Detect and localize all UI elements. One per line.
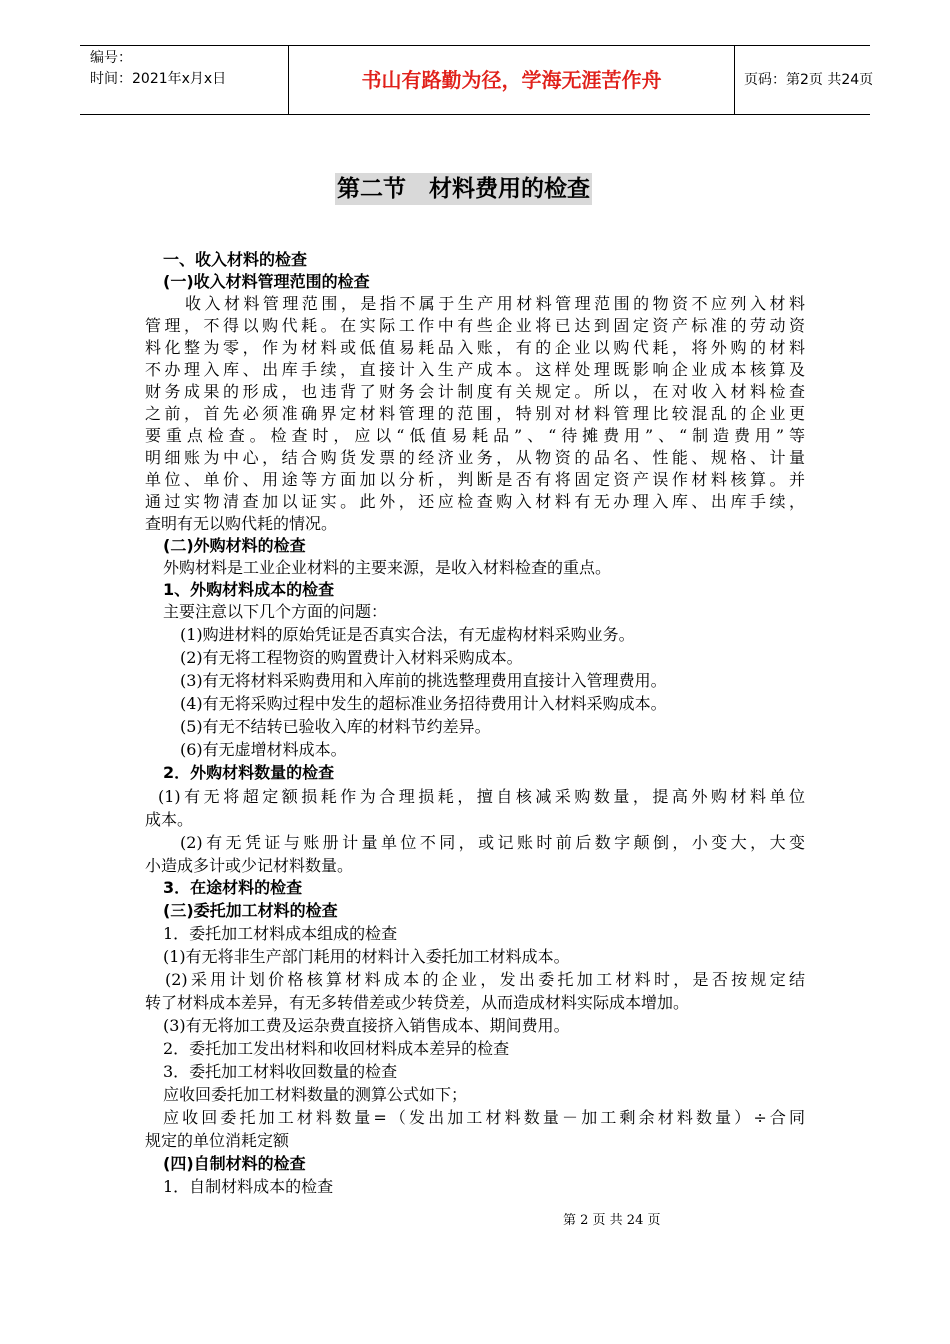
list-item: (5)有无不结转已验收入库的材料节约差异。 bbox=[180, 717, 491, 736]
heading-level-3: 2．外购材料数量的检查 bbox=[163, 763, 335, 782]
heading-level-3: 1、外购材料成本的检查 bbox=[163, 580, 335, 599]
paragraph-line: (2)有无凭证与账册计量单位不同，或记账时前后数字颠倒，小变大，大变 bbox=[180, 833, 805, 852]
header-meta bbox=[80, 46, 288, 114]
paragraph-line: 1．委托加工材料成本组成的检查 bbox=[163, 924, 398, 943]
list-item: (4)有无将采购过程中发生的超标准业务招待费用计入材料采购成本。 bbox=[180, 694, 667, 713]
document-number-label: 编号： bbox=[90, 50, 132, 66]
paragraph-line: (1)有无将超定额损耗作为合理损耗，擅自核减采购数量，提高外购材料单位 bbox=[158, 787, 805, 806]
page-footer: 第 2 页 共 24 页 bbox=[563, 1213, 661, 1228]
heading-level-2: (一)收入材料管理范围的检查 bbox=[163, 272, 370, 291]
paragraph-line: 小造成多计或少记材料数量。 bbox=[145, 856, 354, 875]
paragraph-line: (2)采用计划价格核算材料成本的企业，发出委托加工材料时，是否按规定结 bbox=[165, 970, 805, 989]
formula-line: 应收回委托加工材料数量=（发出加工材料数量－加工剩余材料数量）÷合同 bbox=[163, 1108, 805, 1127]
heading-level-3: 3．在途材料的检查 bbox=[163, 878, 303, 897]
paragraph-line: 不办理入库、出库手续，直接计入生产成本。这样处理既影响企业成本核算及 bbox=[145, 360, 805, 379]
paragraph-line: 单位、单价、用途等方面加以分析，判断是否有将固定资产误作材料核算。并 bbox=[145, 470, 805, 489]
paragraph-line: 通过实物清查加以证实。此外，还应检查购入材料有无办理入库、出库手续， bbox=[145, 492, 805, 511]
paragraph-line: 外购材料是工业企业材料的主要来源，是收入材料检查的重点。 bbox=[163, 558, 612, 577]
heading-level-1: 一、收入材料的检查 bbox=[163, 250, 308, 269]
paragraph-line: 料化整为零，作为材料或低值易耗品入账，有的企业以购代耗，将外购的材料 bbox=[145, 338, 805, 357]
paragraph-line: 管理，不得以购代耗。在实际工作中有些企业将已达到固定资产标准的劳动资 bbox=[145, 316, 805, 335]
paragraph-line: 要重点检查。检查时，应以“低值易耗品”、“待摊费用”、“制造费用”等 bbox=[145, 426, 805, 445]
paragraph-line: 收入材料管理范围，是指不属于生产用材料管理范围的物资不应列入材料 bbox=[185, 294, 805, 313]
document-date: 时间：2021年x月x日 bbox=[90, 71, 227, 87]
list-item: (3)有无将材料采购费用和入库前的挑选整理费用直接计入管理费用。 bbox=[180, 671, 667, 690]
paragraph-line: 应收回委托加工材料数量的测算公式如下； bbox=[163, 1085, 468, 1104]
page-header bbox=[80, 45, 874, 115]
paragraph-line: 转了材料成本差异，有无多转借差或少转贷差，从而造成材料实际成本增加。 bbox=[145, 993, 690, 1012]
formula-line: 规定的单位消耗定额 bbox=[145, 1131, 290, 1150]
heading-level-2: (二)外购材料的检查 bbox=[163, 536, 306, 555]
header-motto: 书山有路勤为径，学海无涯苦作舟 bbox=[288, 46, 735, 114]
paragraph-line: 3．委托加工材料收回数量的检查 bbox=[163, 1062, 398, 1081]
list-item: (6)有无虚增材料成本。 bbox=[180, 740, 347, 759]
paragraph-line: (1)有无将非生产部门耗用的材料计入委托加工材料成本。 bbox=[163, 947, 570, 966]
paragraph-line: 主要注意以下几个方面的问题： bbox=[163, 602, 388, 621]
list-item: (2)有无将工程物资的购置费计入材料采购成本。 bbox=[180, 648, 523, 667]
paragraph-line: (3)有无将加工费及运杂费直接挤入销售成本、期间费用。 bbox=[163, 1016, 570, 1035]
paragraph-line: 之前，首先必须准确界定材料管理的范围，特别对材料管理比较混乱的企业更 bbox=[145, 404, 805, 423]
paragraph-line: 明细账为中心，结合购货发票的经济业务，从物资的品名、性能、规格、计量 bbox=[145, 448, 805, 467]
heading-level-2: (三)委托加工材料的检查 bbox=[163, 901, 338, 920]
paragraph-line: 1．自制材料成本的检查 bbox=[163, 1177, 334, 1196]
paragraph-line: 查明有无以购代耗的情况。 bbox=[145, 514, 338, 533]
list-item: (1)购进材料的原始凭证是否真实合法，有无虚构材料采购业务。 bbox=[180, 625, 635, 644]
header-page-info: 页码：第2页 共24页 bbox=[744, 72, 874, 88]
section-title: 第二节 材料费用的检查 bbox=[335, 173, 592, 205]
heading-level-2: (四)自制材料的检查 bbox=[163, 1154, 306, 1173]
paragraph-line: 2．委托加工发出材料和收回材料成本差异的检查 bbox=[163, 1039, 510, 1058]
paragraph-line: 成本。 bbox=[145, 810, 194, 829]
paragraph-line: 财务成果的形成，也违背了财务会计制度有关规定。所以，在对收入材料检查 bbox=[145, 382, 805, 401]
